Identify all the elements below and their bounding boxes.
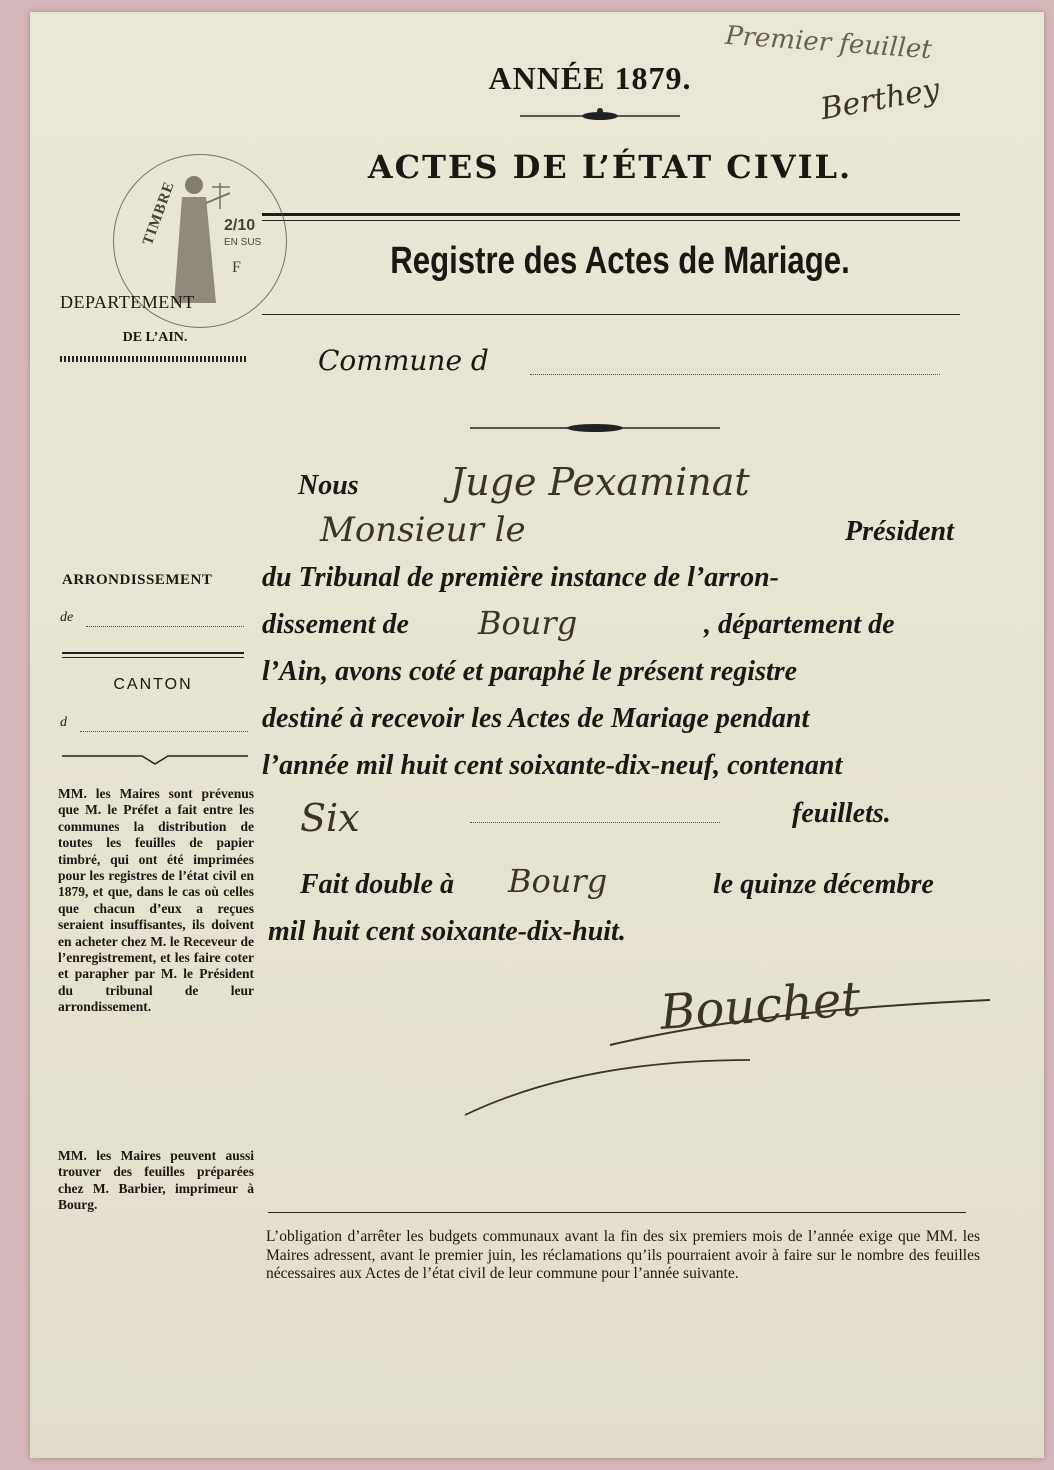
- body-line-8: mil huit cent soixante-dix-huit.: [268, 916, 626, 947]
- handwritten-signature-top: Berthey: [817, 71, 943, 128]
- feuillets-label: feuillets.: [792, 798, 891, 829]
- footer-rule: [268, 1212, 966, 1213]
- canton-d: d: [60, 715, 67, 730]
- maires-notice: MM. les Maires sont prévenus que M. le Préfet a fait entre les communes la distribution de toutes les feuilles de papier timbré, qui ont été imprimées pour les registres de l’état civil en 1879, et que, dans le cas où celles que chacun d’eux a reçues seraient insuffisantes, ils doivent en acheter chez M. le Receveur de l’enregistrement, et les faire coter et parapher par M. le Président du tribunal de leur arrondissement.: [58, 786, 254, 1015]
- president-label: Président: [845, 516, 954, 547]
- rule-under-register: [262, 314, 960, 315]
- ornament-divider-top: [520, 108, 680, 124]
- left-rule-2: [62, 657, 244, 658]
- footer-notice: L’obligation d’arrêter les budgets communaux avant la fin des six premiers mois de l’année exige que MM. les Maires adressent, avant le premier juin, les réclamations qu’ils pourraient avoir à faire sur le nombre des feuilles nécessaires aux Actes de l’état civil de leur commune pour l’année suivante.: [266, 1228, 980, 1282]
- signature-flourish: [460, 990, 1000, 1130]
- ain-label: DE L’AIN.: [122, 330, 188, 345]
- canton-field: [80, 731, 248, 732]
- commune-field: [530, 374, 940, 375]
- body-line-5: l’année mil huit cent soixante-dix-neuf, contenant: [262, 750, 843, 781]
- stamp-value: 2/10: [224, 217, 256, 234]
- handwritten-monsieur: Monsieur le: [320, 510, 526, 550]
- body-line-1: du Tribunal de première instance de l’arron-: [262, 562, 779, 593]
- rule-thick-1: [262, 213, 960, 216]
- register-title: Registre des Actes de Mariage.: [390, 240, 850, 282]
- rule-thin-1: [262, 220, 960, 221]
- canton-label: CANTON: [113, 676, 193, 693]
- handwritten-count: Six: [300, 796, 360, 840]
- body-line-2b: , département de: [704, 609, 895, 640]
- nous-label: Nous: [298, 470, 359, 501]
- ornament-divider-mid: [470, 420, 720, 436]
- date-label: le quinze décembre: [713, 869, 934, 900]
- stamp-franc: F: [232, 259, 241, 276]
- stamp-word: TIMBRE: [140, 179, 178, 248]
- barbier-notice: MM. les Maires peuvent aussi trouver des feuilles préparées chez M. Barbier, imprimeur à Bourg.: [58, 1148, 254, 1213]
- wavy-divider: [60, 356, 248, 362]
- handwritten-note-top: Premier feuillet: [724, 20, 933, 66]
- arrondissement-field: [86, 626, 244, 627]
- count-field: [470, 822, 720, 823]
- body-line-2a: dissement de: [262, 609, 409, 640]
- left-rule-1: [62, 652, 244, 654]
- commune-label: Commune d: [318, 344, 489, 377]
- body-line-4: destiné à recevoir les Actes de Mariage pendant: [262, 703, 810, 734]
- ornament-left: [62, 752, 248, 766]
- arrondissement-de: de: [60, 610, 74, 625]
- arrondissement-label: ARRONDISSEMENT: [62, 572, 213, 588]
- handwritten-nous: Juge Pexaminat: [450, 460, 750, 504]
- departement-label: DEPARTEMENT: [60, 292, 195, 312]
- fait-double-label: Fait double à: [300, 869, 455, 900]
- year-heading: ANNÉE 1879.: [488, 60, 692, 96]
- body-line-3: l’Ain, avons coté et paraphé le présent registre: [262, 656, 798, 687]
- page-title: ACTES DE L’ÉTAT CIVIL.: [367, 148, 853, 186]
- handwritten-place: Bourg: [508, 862, 608, 900]
- handwritten-signature: Bouchet: [658, 971, 863, 1041]
- handwritten-city: Bourg: [478, 604, 578, 642]
- stamp-ensus: EN SUS: [224, 237, 262, 248]
